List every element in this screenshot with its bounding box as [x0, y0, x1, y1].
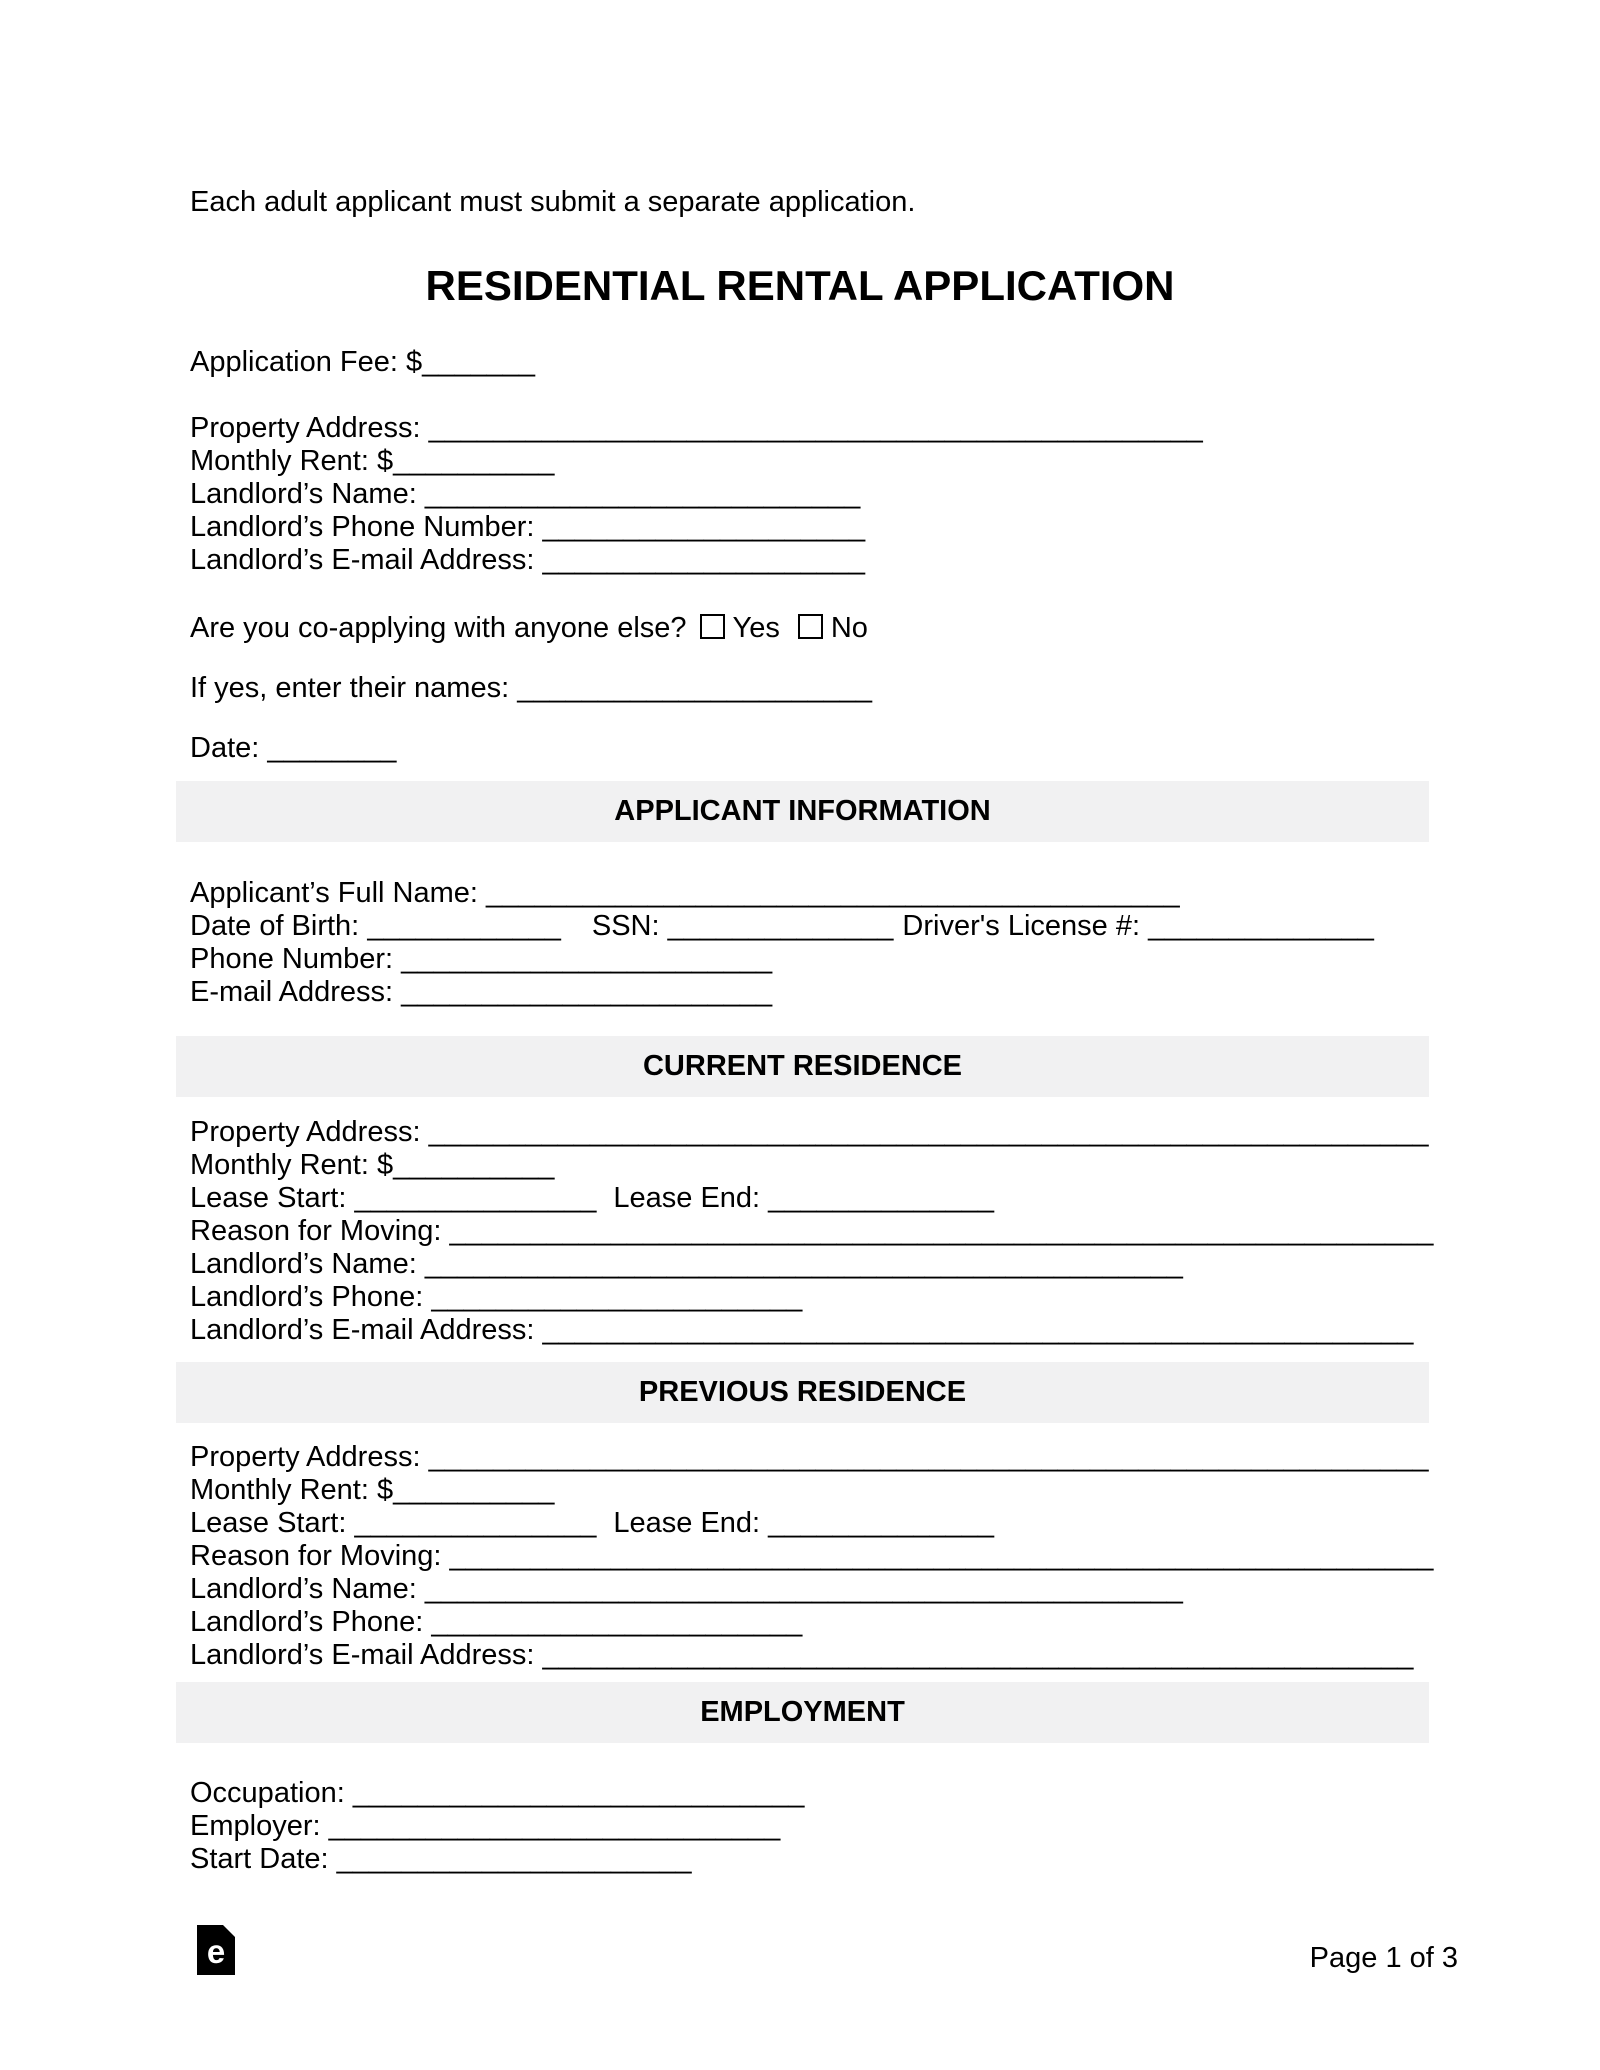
yes-checkbox-icon [700, 614, 725, 639]
previous-lease-start-blank: _______________ [354, 1507, 597, 1539]
eforms-logo [197, 1925, 235, 1975]
employment-block [0, 1777, 1600, 1876]
property-address-field [190, 412, 1600, 445]
applicant-full-name-blank: ___________________________________________ [486, 877, 1180, 909]
monthly-rent-field [190, 445, 1600, 478]
landlord-name-blank: ___________________________ [424, 478, 861, 510]
landlord-name-field [190, 478, 1600, 511]
dob-label: Date of Birth: [190, 910, 368, 942]
application-fee-label: Application Fee: $ [190, 346, 423, 378]
employment-header: EMPLOYMENT [700, 1696, 905, 1728]
current-residence-header: CURRENT RESIDENCE [642, 1050, 963, 1082]
previous-lease-dates-row [190, 1507, 1600, 1540]
applicant-full-name-field [190, 877, 1600, 910]
previous-landlord-email-field [190, 1639, 1600, 1672]
applicant-email-label: E-mail Address: [190, 976, 402, 1008]
ssn-blank: ______________ [667, 910, 894, 942]
current-residence-section-bar [176, 1036, 1429, 1097]
previous-monthly-rent-field [190, 1474, 1600, 1507]
previous-monthly-rent-blank: __________ [393, 1474, 555, 1506]
logo-letter: e [206, 1933, 226, 1970]
co-applicant-names-label: If yes, enter their names: [190, 672, 518, 704]
landlord-email-field [190, 544, 1600, 577]
page-fold-icon [223, 1925, 235, 1937]
employer-blank: ____________________________ [328, 1810, 781, 1842]
employer-field [190, 1810, 1600, 1843]
previous-landlord-name-blank: _______________________________________________ [424, 1573, 1183, 1605]
current-landlord-phone-label: Landlord’s Phone: [190, 1281, 432, 1313]
previous-lease-end-label: Lease End: [613, 1507, 769, 1539]
date-blank: ________ [267, 732, 397, 764]
start-date-field [190, 1843, 1600, 1876]
current-monthly-rent-label: Monthly Rent: $ [190, 1149, 394, 1181]
applicant-information-section-bar [176, 781, 1429, 842]
applicant-email-field [190, 976, 1600, 1009]
co-applying-question-row [190, 612, 1600, 645]
current-lease-dates-row [190, 1182, 1600, 1215]
landlord-phone-field [190, 511, 1600, 544]
applicant-email-blank: _______________________ [401, 976, 773, 1008]
date-label: Date: [190, 732, 268, 764]
current-landlord-name-field [190, 1248, 1600, 1281]
landlord-phone-blank: ____________________ [542, 511, 866, 543]
current-landlord-email-label: Landlord’s E-mail Address: [190, 1314, 543, 1346]
landlord-phone-label: Landlord’s Phone Number: [190, 511, 543, 543]
previous-reason-field [190, 1540, 1600, 1573]
current-residence-block [0, 1116, 1600, 1347]
start-date-blank: ______________________ [336, 1843, 692, 1875]
occupation-blank: ____________________________ [352, 1777, 805, 1809]
start-date-label: Start Date: [190, 1843, 337, 1875]
property-address-label: Property Address: [190, 412, 429, 444]
monthly-rent-label: Monthly Rent: $ [190, 445, 394, 477]
previous-landlord-name-field [190, 1573, 1600, 1606]
page-number: Page 1 of 3 [1309, 1942, 1458, 1974]
current-landlord-email-blank: ______________________________________________________ [542, 1314, 1414, 1346]
current-lease-end-label: Lease End: [613, 1182, 769, 1214]
current-property-address-label: Property Address: [190, 1116, 429, 1148]
previous-reason-blank: _____________________________________________________________ [449, 1540, 1434, 1572]
current-landlord-email-field [190, 1314, 1600, 1347]
previous-residence-block [0, 1441, 1600, 1672]
instruction-note: Each adult applicant must submit a separate application. [190, 186, 916, 218]
no-checkbox-icon [798, 614, 823, 639]
current-landlord-phone-field [190, 1281, 1600, 1314]
current-lease-end-blank: ______________ [768, 1182, 994, 1214]
current-landlord-phone-blank: _______________________ [431, 1281, 803, 1313]
current-reason-field [190, 1215, 1600, 1248]
previous-landlord-email-blank: ______________________________________________________ [542, 1639, 1414, 1671]
landlord-name-label: Landlord’s Name: [190, 478, 425, 510]
monthly-rent-blank: __________ [393, 445, 555, 477]
co-applicant-names-field [190, 672, 1600, 705]
previous-landlord-phone-blank: _______________________ [431, 1606, 803, 1638]
previous-reason-label: Reason for Moving: [190, 1540, 450, 1572]
application-fee-blank: _______ [422, 346, 536, 378]
co-applying-question: Are you co-applying with anyone else? [190, 612, 687, 644]
property-info-block [0, 412, 1600, 577]
date-field [190, 732, 1600, 765]
previous-landlord-phone-field [190, 1606, 1600, 1639]
property-address-blank: ________________________________________________ [428, 412, 1203, 444]
current-landlord-name-label: Landlord’s Name: [190, 1248, 425, 1280]
dob-blank: ____________ [367, 910, 561, 942]
employment-section-bar [176, 1682, 1429, 1743]
applicant-information-header: APPLICANT INFORMATION [614, 795, 991, 827]
applicant-phone-label: Phone Number: [190, 943, 402, 975]
applicant-full-name-label: Applicant’s Full Name: [190, 877, 487, 909]
landlord-email-label: Landlord’s E-mail Address: [190, 544, 543, 576]
applicant-information-block [0, 877, 1600, 1009]
current-reason-label: Reason for Moving: [190, 1215, 450, 1247]
previous-residence-section-bar [176, 1362, 1429, 1423]
current-lease-start-blank: _______________ [354, 1182, 597, 1214]
application-fee-field [190, 346, 1600, 379]
previous-landlord-phone-label: Landlord’s Phone: [190, 1606, 432, 1638]
employer-label: Employer: [190, 1810, 329, 1842]
current-monthly-rent-field [190, 1149, 1600, 1182]
occupation-field [190, 1777, 1600, 1810]
previous-monthly-rent-label: Monthly Rent: $ [190, 1474, 394, 1506]
current-lease-start-label: Lease Start: [190, 1182, 355, 1214]
previous-lease-start-label: Lease Start: [190, 1507, 355, 1539]
ssn-label: SSN: [591, 910, 668, 942]
current-property-address-blank: ______________________________________________________________ [428, 1116, 1429, 1148]
current-monthly-rent-blank: __________ [393, 1149, 555, 1181]
document-title: RESIDENTIAL RENTAL APPLICATION [425, 262, 1175, 309]
applicant-phone-blank: _______________________ [401, 943, 773, 975]
current-reason-blank: _____________________________________________________________ [449, 1215, 1434, 1247]
previous-property-address-label: Property Address: [190, 1441, 429, 1473]
landlord-email-blank: ____________________ [542, 544, 866, 576]
previous-property-address-blank: ______________________________________________________________ [428, 1441, 1429, 1473]
no-label: No [830, 612, 868, 644]
previous-lease-end-blank: ______________ [768, 1507, 994, 1539]
dob-ssn-license-row [190, 910, 1600, 943]
previous-landlord-name-label: Landlord’s Name: [190, 1573, 425, 1605]
current-landlord-name-blank: _______________________________________________ [424, 1248, 1183, 1280]
occupation-label: Occupation: [190, 1777, 353, 1809]
applicant-phone-field [190, 943, 1600, 976]
drivers-license-label: Driver's License #: [902, 910, 1149, 942]
co-applicant-names-blank: ______________________ [517, 672, 873, 704]
yes-label: Yes [732, 612, 780, 644]
previous-residence-header: PREVIOUS RESIDENCE [638, 1376, 967, 1408]
current-property-address-field [190, 1116, 1600, 1149]
drivers-license-blank: ______________ [1148, 910, 1374, 942]
previous-property-address-field [190, 1441, 1600, 1474]
previous-landlord-email-label: Landlord’s E-mail Address: [190, 1639, 543, 1671]
